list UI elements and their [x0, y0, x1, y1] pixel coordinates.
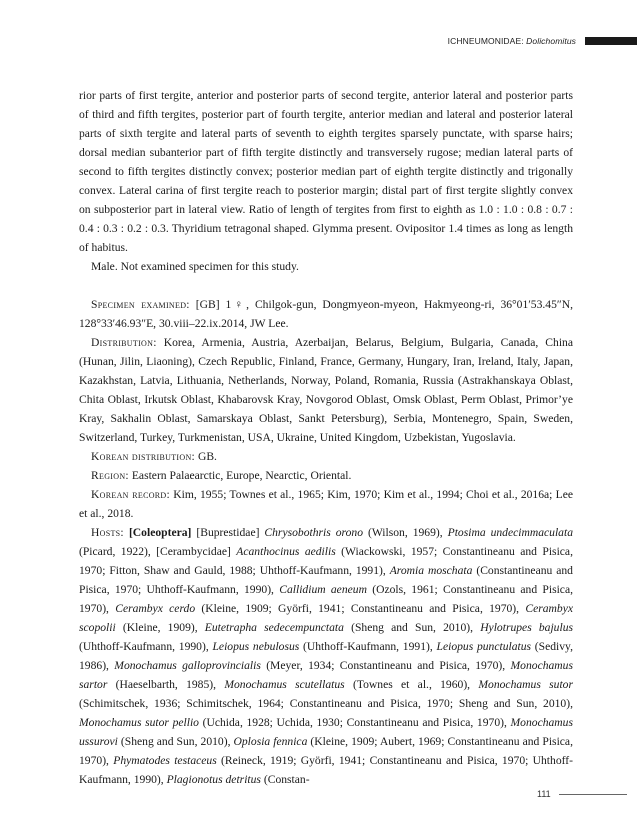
host-species-name: Monochamus ussurovi — [79, 716, 573, 748]
host-species-name: Leiopus punctulatus — [436, 640, 532, 653]
host-species-name: Callidium aeneum — [279, 583, 367, 596]
host-species-name: Cerambyx scopolii — [79, 602, 574, 634]
distribution-text: Korea, Armenia, Austria, Azerbaijan, Belarus, Belgium, Bulgaria, Canada, China (Hunan, Jilin, Liaoning), Czech Republic, Finland, France, Germany, Hungary, Iran, Ireland, Italy, Japan, Kazakhstan, Latvia, Lithuania, Netherlands, Norway, Poland, Romania, Russia (Astrakhanskaya Oblast, Chita Oblast, Irkutsk Oblast, Khabarovsk Kray, Novgorod Oblast, Omsk Oblast, Perm Oblast, Primor’ye Kray, Sakhalin Oblast, Samarskaya Oblast, Sankt Petersburg), Serbia, Montenegro, Spain, Sweden, Switzerland, Turkey, Turkmenistan, USA, Ukraine, United Kingdom, Uzbekistan, Yugoslavia. — [79, 336, 573, 444]
hosts-label: Hosts: — [91, 526, 124, 539]
footer-rule — [559, 794, 627, 795]
running-title — [448, 36, 576, 46]
korean-record-text: Kim, 1955; Townes et al., 1965; Kim, 1970; Kim et al., 1994; Choi et al., 2016a; Lee et al., 2018. — [79, 488, 573, 520]
distribution-label: Distribution: — [91, 336, 157, 349]
page-number: 111 — [537, 789, 551, 799]
distribution — [79, 333, 573, 447]
host-citation: (Uhthoff-Kaufmann, 1991), — [299, 640, 437, 653]
host-citation: (Constantineanu and Pisica, 1970; Uhthoff-Kaufmann, 1990), — [79, 564, 573, 596]
region-label: Region: — [91, 469, 129, 482]
host-species-name: Acanthocinus aedilis — [236, 545, 336, 558]
host-citation: (Reineck, 1919; Györfi, 1941; Constantineanu and Pisica, 1970; Uhthoff-Kaufmann, 1990), — [79, 754, 573, 786]
host-citation: (Uchida, 1928; Uchida, 1930; Constantineanu and Pisica, 1970), — [198, 716, 511, 729]
running-title-family: ICHNEUMONIDAE: — [447, 36, 527, 46]
host-citation: (Sheng and Sun, 2010), — [117, 735, 234, 748]
header-bar — [585, 37, 637, 45]
korean-record-label: Korean record: — [91, 488, 171, 501]
host-citation: (Townes et al., 1960), — [344, 678, 479, 691]
region-text: Eastern Palaearctic, Europe, Nearctic, Oriental. — [128, 469, 352, 482]
host-species-name: Monochamus galloprovincialis — [114, 659, 261, 672]
host-order: [Coleoptera] — [128, 526, 192, 539]
korean-distribution-label: Korean distribution: — [91, 450, 196, 463]
host-species-name: Oplosia fennica — [233, 735, 308, 748]
host-citation: (Haeselbarth, 1985), — [107, 678, 225, 691]
page-footer — [537, 788, 627, 800]
host-citation: (Uhthoff-Kaufmann, 1990), — [79, 640, 213, 653]
running-title-genus: Dolichomitus — [526, 36, 576, 46]
hosts — [79, 523, 573, 789]
korean-distribution — [79, 447, 573, 466]
korean-record — [79, 485, 573, 523]
host-citation: (Kleine, 1909; Györfi, 1941; Constantineanu and Pisica, 1970), — [195, 602, 526, 615]
specimen-examined — [79, 295, 573, 333]
page-body — [79, 86, 573, 789]
running-header — [448, 36, 637, 46]
host-species-name: Leiopus nebulosus — [212, 640, 300, 653]
host-species-name: Cerambyx cerdo — [115, 602, 196, 615]
host-citation: (Kleine, 1909; Aubert, 1969; Constantineanu and Pisica, 1970), — [79, 735, 573, 767]
host-citation: (Wiackowski, 1957; Constantineanu and Pisica, 1970; Fitton, Shaw and Gauld, 1988; Uhthoff-Kaufmann, 1991), — [79, 545, 573, 577]
host-species-name: Monochamus scutellatus — [224, 678, 345, 691]
host-species-name: Chrysobothris orono — [264, 526, 363, 539]
host-citation: (Schimitschek, 1936; Schimitschek, 1964; Constantineanu and Pisica, 1970; Sheng and Sun, 2010), — [79, 697, 573, 710]
host-species-name: Eutetrapha sedecempunctata — [204, 621, 344, 634]
male-note: Male. Not examined specimen for this study. — [91, 260, 299, 273]
host-citation: [Buprestidae] — [191, 526, 265, 539]
host-species-name: Monochamus sutor — [478, 678, 573, 691]
host-citation: (Picard, 1922), [Cerambycidae] — [79, 545, 237, 558]
host-species-name: Plagionotus detritus — [166, 773, 261, 786]
host-citation: (Wilson, 1969), — [363, 526, 448, 539]
host-species-name: Monochamus sutor pellio — [79, 716, 199, 729]
description-paragraph: rior parts of first tergite, anterior and posterior parts of second tergite, anterior lateral and posterior parts of third and fifth tergites, posterior part of fourth tergite, anterior median and lateral and posterior lateral parts of sixth tergite and lateral parts of seventh to eighth tergites sparsely punctate, with sparse hairs; dorsal median subanterior part of fifth tergite distinctly and transversely rugose; median lateral parts of second to fifth tergites distinctly convex; posterior median part of eighth tergite distinctly and trigonally convex. Lateral carina of first tergite reach to posterior margin; distal part of first tergite slightly convex on subposterior part in lateral view. Ratio of length of tergites from first to eighth as 1.0 : 1.0 : 0.8 : 0.7 : 0.4 : 0.3 : 0.2 : 0.3. Thyridium tetragonal shaped. Glymma present. Ovipositor 1.4 times as long as length of habitus. — [79, 89, 573, 254]
host-citation: (Constan- — [260, 773, 310, 786]
host-citation: (Kleine, 1909), — [115, 621, 205, 634]
specimen-text: [GB] 1♀, Chilgok-gun, Dongmyeon-myeon, Hakmyeong-ri, 36°01′53.45″N, 128°33′46.93″E, 30.viii–22.ix.2014, JW Lee. — [79, 298, 573, 330]
region — [79, 466, 573, 485]
host-species-name: Ptosima undecimmaculata — [447, 526, 573, 539]
host-species-name: Hylotrupes bajulus — [480, 621, 574, 634]
korean-distribution-text: GB. — [195, 450, 217, 463]
host-species-name: Phymatodes testaceus — [113, 754, 217, 767]
host-species-name: Monochamus sartor — [79, 659, 573, 691]
specimen-label: Specimen examined: — [91, 298, 190, 311]
host-citation: (Sheng and Sun, 2010), — [343, 621, 481, 634]
host-citation: (Meyer, 1934; Constantineanu and Pisica, 1970), — [260, 659, 511, 672]
section-gap — [79, 276, 573, 295]
host-species-name: Aromia moschata — [389, 564, 473, 577]
host-citation: (Ozols, 1961; Constantineanu and Pisica, 1970), — [79, 583, 573, 615]
host-citation: (Sedivy, 1986), — [79, 640, 574, 672]
